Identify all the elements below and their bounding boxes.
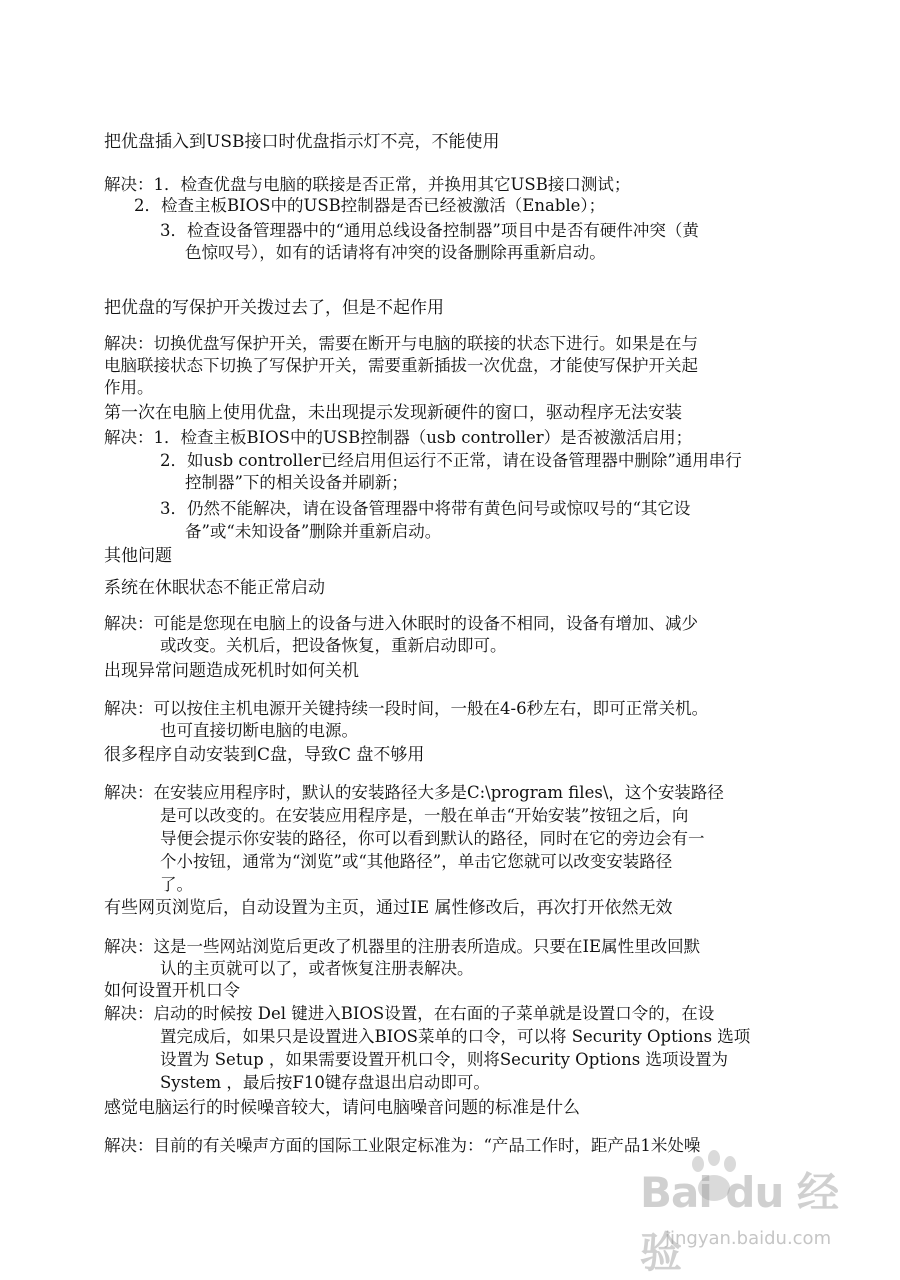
body-line: 解决：1．检查优盘与电脑的联接是否正常，并换用其它USB接口测试；	[104, 175, 631, 194]
heading-driver-install: 第一次在电脑上使用优盘，未出现提示发现新硬件的窗口，驱动程序无法安装	[104, 403, 682, 423]
body-line: 导便会提示你安装的路径，你可以看到默认的路径，同时在它的旁边会有一	[160, 829, 705, 848]
body-line: 个小按钮，通常为“浏览”或“其他路径”，单击它您就可以改变安装路径	[160, 852, 673, 871]
body-line: 解决：在安装应用程序时，默认的安装路径大多是C:\program files\，这个安装路径	[104, 783, 724, 802]
body-line: 2．检查主板BIOS中的USB控制器是否已经被激活（Enable）；	[134, 196, 606, 215]
baidu-watermark	[610, 1150, 860, 1277]
heading-usb-light: 把优盘插入到USB接口时优盘指示灯不亮，不能使用	[104, 132, 500, 152]
body-line: 也可直接切断电脑的电源。	[160, 721, 358, 740]
body-line: 解决：可能是您现在电脑上的设备与进入休眠时的设备不相同，设备有增加、减少	[104, 614, 698, 633]
watermark-url: jingyan.baidu.com	[665, 1228, 832, 1249]
watermark-logo: Bai du 经验	[640, 1168, 838, 1277]
body-line: System ，最后按F10键存盘退出启动即可。	[160, 1073, 490, 1092]
body-line: 解决：切换优盘写保护开关，需要在断开与电脑的联接的状态下进行。如果是在与	[104, 334, 698, 353]
body-line: 色惊叹号），如有的话请将有冲突的设备删除再重新启动。	[185, 243, 606, 262]
body-line: 电脑联接状态下切换了写保护开关，需要重新插拔一次优盘，才能使写保护开关起	[104, 356, 698, 375]
body-line: 认的主页就可以了，或者恢复注册表解决。	[160, 959, 474, 978]
heading-c-drive: 很多程序自动安装到C盘，导致C 盘不够用	[104, 745, 425, 765]
body-line: 作用。	[104, 378, 154, 397]
heading-noise: 感觉电脑运行的时候噪音较大，请问电脑噪音问题的标准是什么	[104, 1098, 580, 1118]
heading-homepage: 有些网页浏览后，自动设置为主页，通过IE 属性修改后，再次打开依然无效	[104, 898, 673, 918]
heading-other-issues: 其他问题	[104, 546, 172, 566]
body-line: 3．检查设备管理器中的“通用总线设备控制器”项目中是否有硬件冲突（黄	[160, 221, 699, 240]
body-line: 解决：启动的时候按 Del 键进入BIOS设置，在右面的子菜单就是设置口令的，在设	[104, 1004, 715, 1023]
body-line: 设置为 Setup ，如果需要设置开机口令，则将Security Options 选项设置为	[160, 1050, 728, 1069]
body-line: 3．仍然不能解决，请在设备管理器中将带有黄色问号或惊叹号的“其它设	[160, 499, 691, 518]
heading-boot-password: 如何设置开机口令	[104, 981, 240, 1001]
body-line: 解决：可以按住主机电源开关键持续一段时间，一般在4-6秒左右，即可正常关机。	[104, 699, 709, 718]
body-line: 备”或“未知设备”删除并重新启动。	[185, 522, 442, 541]
body-line: 是可以改变的。在安装应用程序是，一般在单击“开始安装”按钮之后，向	[160, 806, 689, 825]
body-line: 解决：目前的有关噪声方面的国际工业限定标准为：“产品工作时，距产品1米处噪	[104, 1136, 701, 1155]
heading-write-protect: 把优盘的写保护开关拨过去了，但是不起作用	[104, 298, 444, 318]
body-line: 解决：1．检查主板BIOS中的USB控制器（usb controller）是否被激活启用；	[104, 428, 693, 447]
body-line: 控制器”下的相关设备并刷新；	[185, 473, 408, 492]
body-line: 2．如usb controller已经启用但运行不正常，请在设备管理器中删除”通用串行	[160, 451, 742, 470]
body-line: 或改变。关机后，把设备恢复，重新启动即可。	[160, 636, 507, 655]
heading-shutdown: 出现异常问题造成死机时如何关机	[104, 661, 359, 681]
body-line: 了。	[160, 875, 193, 894]
body-line: 置完成后，如果只是设置进入BIOS菜单的口令，可以将 Security Options 选项	[160, 1027, 751, 1046]
body-line: 解决：这是一些网站浏览后更改了机器里的注册表所造成。只要在IE属性里改回默	[104, 937, 701, 956]
heading-hibernate: 系统在休眠状态不能正常启动	[104, 578, 325, 598]
